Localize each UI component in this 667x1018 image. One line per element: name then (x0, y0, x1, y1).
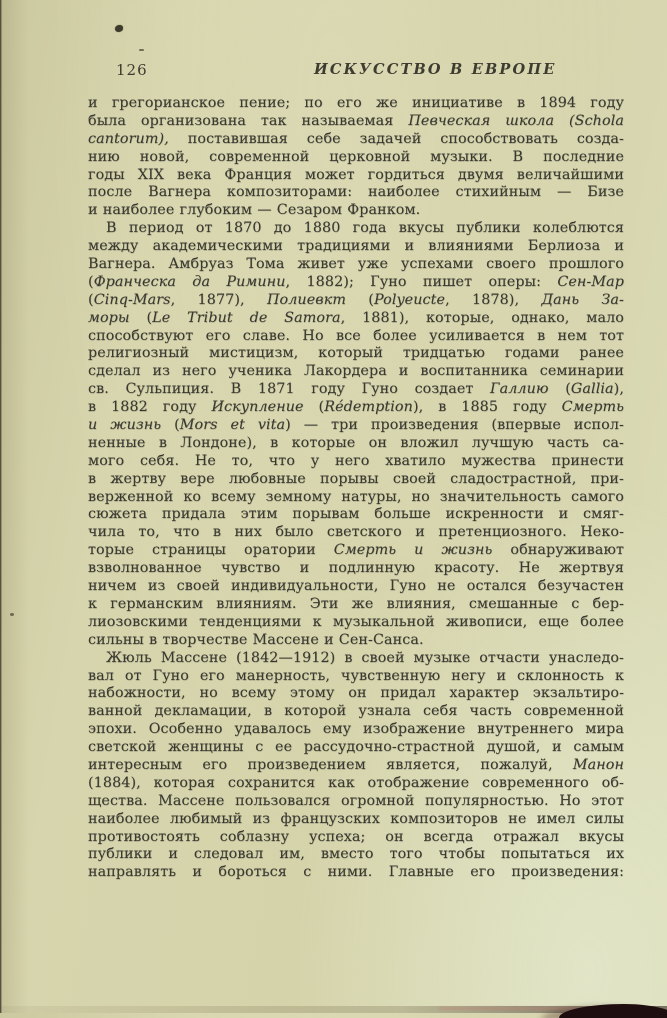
text-segment: была организована так называемая (88, 112, 409, 129)
text-line (88, 757, 624, 775)
text-segment: ( (129, 309, 153, 326)
text-segment: ( (303, 399, 325, 416)
text-line (88, 506, 624, 524)
text-line (88, 596, 624, 614)
text-segment: торые страницы оратории (88, 542, 334, 559)
text-line (88, 363, 624, 381)
text-segment: направлять и бороться с ними. Главные его произведения: (88, 864, 624, 881)
text-segment: поставившая себе задачей способствовать созда- (168, 130, 624, 147)
text-segment: к германским влияниям. Эти же влияния, смешанные с бер- (88, 595, 624, 612)
text-line (88, 578, 624, 596)
text-line (88, 256, 624, 274)
text-segment: набожности, но всему этому он придал характер экзальтиро- (88, 685, 624, 702)
text-line (88, 703, 624, 721)
text-line (88, 668, 624, 686)
italic-text: моры (88, 309, 130, 326)
italic-text: Дань За- (541, 291, 624, 308)
text-segment: вал от Гуно его манерность, чувственную негу и склонность к (88, 667, 624, 684)
text-line (88, 184, 624, 202)
text-segment: и грегорианское пение; по его же инициативе в 1894 году (88, 95, 624, 111)
text-line (88, 149, 624, 167)
text-segment: ненные в Лондоне), в которые он вложил лучшую часть са- (88, 434, 624, 451)
text-segment: ( (88, 291, 94, 308)
running-title: ИСКУССТВО В ЕВРОПЕ (314, 61, 557, 78)
page-text (88, 95, 624, 882)
text-segment: ), в 1885 году (412, 399, 562, 416)
text-line (88, 829, 624, 847)
italic-text: Галлию (490, 381, 549, 398)
italic-text: Франческа да Римини (93, 273, 286, 290)
text-line (88, 113, 624, 131)
text-segment: интересным его произведением является, пожалуй, (88, 756, 573, 773)
italic-text: Смерть (561, 399, 624, 416)
ink-speck (10, 613, 14, 616)
text-line (88, 131, 624, 149)
text-segment: лиозовскими тенденциями к музыкальной живописи, еще более (88, 613, 624, 630)
italic-text: Манон (572, 756, 624, 773)
page-left-gutter-shade (3, 0, 29, 1013)
text-line (88, 202, 624, 220)
italic-text: Gallia (570, 381, 614, 398)
text-segment: способствуют его славе. Но все более усиливается в нем тот (88, 327, 624, 344)
text-segment: ( (346, 291, 374, 308)
text-segment: верженной ко всему земному натуры, но значительность самого (88, 488, 624, 505)
text-segment: эпохи. Особенно удавалось ему изображение внутреннего мира (88, 721, 624, 738)
italic-text: и жизнь (88, 417, 162, 434)
text-segment: в жертву вере любовные порывы своей сладострастной, при- (88, 470, 624, 487)
ink-speck (115, 25, 123, 32)
text-segment: , 1877), (170, 291, 267, 308)
text-line (88, 435, 624, 453)
text-segment: взволнованное чувство и подлинную красоту. Не жертвуя (88, 560, 624, 577)
text-line (88, 238, 624, 256)
text-line (88, 685, 624, 703)
italic-text: Искупление (211, 399, 304, 416)
text-segment: чила то, что в них было светского и претенциозного. Неко- (88, 524, 624, 541)
text-line (88, 489, 624, 507)
text-line (88, 739, 624, 757)
text-segment: противостоять соблазну успеха; он всегда отражал вкусы (88, 828, 624, 845)
text-segment: в 1882 году (88, 399, 212, 416)
text-line (88, 381, 624, 399)
text-segment: публики и следовал им, вместо того чтобы попытаться их (88, 846, 624, 863)
italic-text: cantorum), (88, 130, 169, 147)
text-segment: св. Сульпиция. В 1871 году Гуно создает (88, 381, 490, 398)
text-segment: ( (88, 273, 94, 290)
text-segment: Жюль Массене (1842—1912) в своей музыке отчасти унаследо- (106, 649, 624, 666)
text-segment: между академическими традициями и влияниями Берлиоза и (88, 238, 624, 255)
text-line (88, 721, 624, 739)
text-line (88, 524, 624, 542)
text-segment: щества. Массене пользовался огромной популярностью. Но этот (88, 792, 624, 809)
text-segment: ) — три произведения (впервые испол- (285, 417, 624, 434)
italic-text: Le Tribut de Samora (152, 309, 341, 326)
text-segment: и наиболее глубоким — Сезаром Франком. (88, 202, 421, 219)
italic-text: Cinq-Mars (93, 291, 171, 308)
text-line (88, 811, 624, 829)
running-head (0, 61, 667, 81)
text-segment: Вагнера. Амбруаз Тома живет уже успехами своего прошлого (88, 256, 624, 273)
text-segment: нию новой, современной церковной музыки. В последние (88, 148, 624, 165)
text-line (88, 560, 624, 578)
text-line (88, 95, 624, 113)
text-line (88, 542, 624, 560)
italic-text: Rédemption (324, 399, 413, 416)
text-line (88, 310, 624, 328)
text-line (88, 614, 624, 632)
text-segment: ( (161, 417, 180, 434)
text-line (88, 345, 624, 363)
text-segment: мого себя. Не то, что у него хватило мужества принести (88, 452, 624, 469)
text-segment: ванной декламации, в которой узнала себя часть современной (88, 703, 624, 720)
book-edge-tint (439, 1007, 579, 1010)
text-segment: сюжета придала этим порывам больше искренности и смяг- (88, 506, 624, 523)
text-line (88, 471, 624, 489)
text-line (88, 274, 624, 292)
text-segment: религиозный мистицизм, который тридцатью годами ранее (88, 345, 624, 362)
italic-text: Сен-Мар (557, 273, 624, 290)
text-line (88, 328, 624, 346)
text-line (88, 793, 624, 811)
text-segment: годы XIX века Франция может гордиться двумя величайшими (88, 166, 624, 183)
text-segment: обнаруживают (492, 542, 624, 559)
text-line (88, 632, 624, 650)
text-segment: В период от 1870 до 1880 года вкусы публики колеблются (106, 220, 624, 237)
text-line (88, 292, 624, 310)
text-line (88, 399, 624, 417)
text-segment: , 1882); Гуно пишет оперы: (285, 273, 558, 290)
text-line (88, 417, 624, 435)
italic-text: Певческая школа (Schola (408, 112, 624, 129)
text-segment: , 1878), (445, 291, 542, 308)
italic-text: Смерть и жизнь (333, 542, 493, 559)
text-line (88, 220, 624, 238)
text-segment: сильны в творчестве Массене и Сен-Санса. (88, 631, 424, 648)
text-segment: ), (613, 381, 624, 398)
italic-text: Mors et vita (179, 417, 286, 434)
italic-text: Полиевкт (266, 291, 347, 308)
text-segment: ( (548, 381, 571, 398)
text-line (88, 650, 624, 668)
text-segment: (1884), которая сохранится как отображение современного об- (88, 774, 624, 791)
text-segment: , 1881), которые, однако, мало (340, 309, 624, 326)
text-segment: светской женщины с ее рассудочно-страстной душой, и самым (88, 739, 624, 756)
text-segment: наиболее любимый из французских композиторов не имел силы (88, 810, 624, 827)
text-line (88, 453, 624, 471)
text-segment: сделал из него ученика Лакордера и воспитанника семинарии (88, 363, 624, 380)
italic-text: Polyeucte (373, 291, 446, 308)
page-number: 126 (116, 61, 148, 79)
text-line (88, 775, 624, 793)
text-line (88, 864, 624, 882)
ink-speck (139, 49, 144, 51)
text-line (88, 167, 624, 185)
text-segment: ничем из своей индивидуальности, Гуно не остался безучастен (88, 578, 624, 595)
text-line (88, 846, 624, 864)
text-segment: после Вагнера композиторами: наиболее стихийным — Бизе (88, 184, 624, 201)
